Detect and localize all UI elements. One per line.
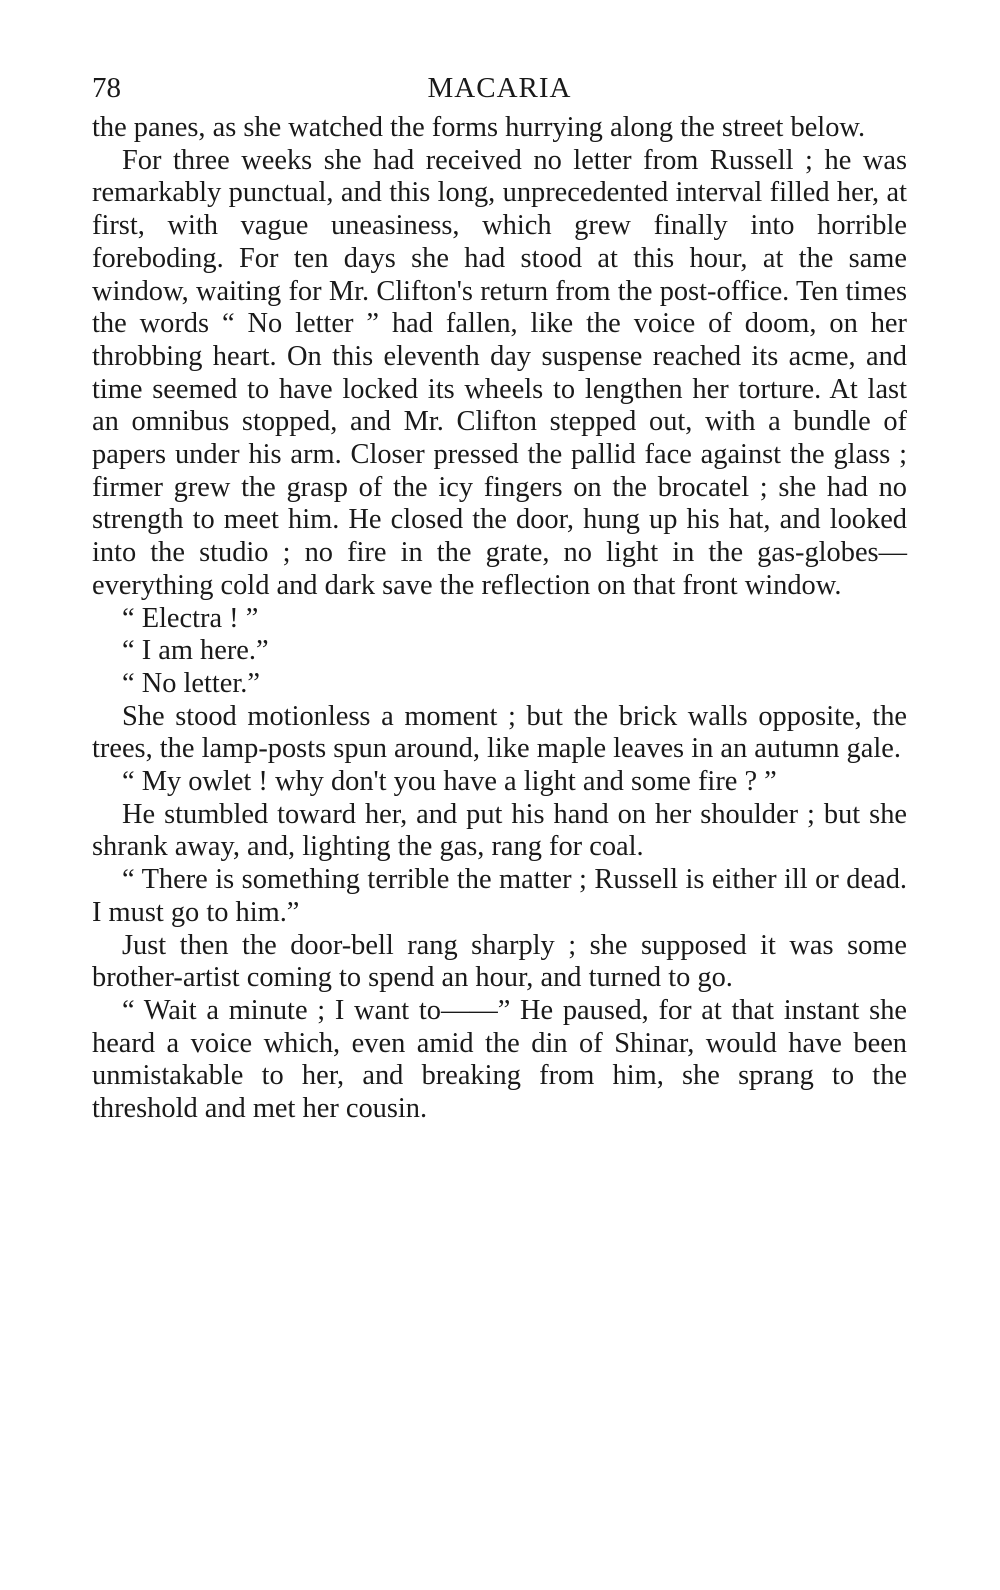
- book-page: [92, 68, 907, 1126]
- dialogue-line: “ There is something terrible the matter ; Russell is either ill or dead. I must go to him.”: [92, 864, 907, 928]
- paragraph-continued: the panes, as she watched the forms hurrying along the street below.: [92, 112, 866, 143]
- paragraph: For three weeks she had received no letter from Russell ; he was remarkably punctual, and this long, unprecedented interval filled her, at first, with vague uneasiness, which grew finally into horrible foreboding. For ten days she had stood at this hour, at the same window, waiting for Mr. Clifton's return from the post-office. Ten times the words “ No letter ” had fallen, like the voice of doom, on her throbbing heart. On this eleventh day suspense reached its acme, and time seemed to have locked its wheels to lengthen her torture. At last an omnibus stopped, and Mr. Clifton stepped out, with a bundle of papers under his arm. Closer pressed the pallid face against the glass ; firmer grew the grasp of the icy fingers on the brocatel ; she had no strength to meet him. He closed the door, hung up his hat, and looked into the studio ; no fire in the grate, no light in the gas-globes—everything cold and dark save the reflection on that front window.: [92, 144, 907, 601]
- paragraph: He stumbled toward her, and put his hand on her shoulder ; but she shrank away, and, lighting the gas, rang for coal.: [92, 798, 907, 863]
- dialogue-line: “ Electra ! ”: [122, 602, 259, 634]
- dialogue-line: “ I am here.”: [122, 635, 269, 667]
- dialogue-line: “ My owlet ! why don't you have a light and some fire ? ”: [122, 766, 777, 798]
- dialogue-line: “ No letter.”: [122, 667, 260, 699]
- running-title: MACARIA: [427, 72, 572, 104]
- paragraph: Just then the door-bell rang sharply ; she supposed it was some brother-artist coming to spend an hour, and turned to go.: [92, 929, 907, 994]
- page-number: 78: [92, 72, 121, 104]
- body-text: [92, 112, 907, 1126]
- running-head: [92, 68, 907, 112]
- paragraph: “ Wait a minute ; I want to——” He paused, for at that instant she heard a voice which, even amid the din of Shinar, would have been unmistakable to her, and breaking from him, she sprang to the threshold and met her cousin.: [92, 994, 907, 1125]
- paragraph: She stood motionless a moment ; but the brick walls opposite, the trees, the lamp-posts spun around, like maple leaves in an autumn gale.: [92, 700, 907, 765]
